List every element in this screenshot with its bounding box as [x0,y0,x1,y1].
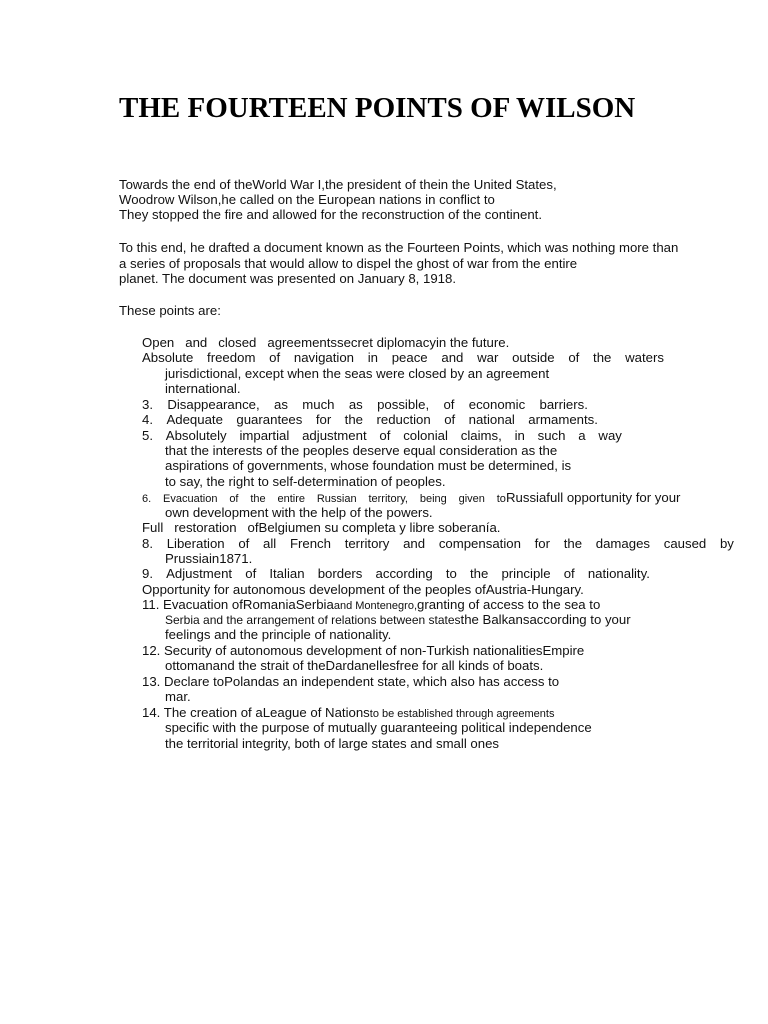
point-2-word: of [269,350,281,365]
point-11-cont-a: Serbia and the arrangement of relations between states [165,613,461,627]
point-6-word: entire [277,493,306,505]
point-9-word: to [445,566,457,581]
point-6-word: the [250,493,266,505]
point-7-text: Full restoration ofBelgiumen su completa y libre soberanía. [142,520,501,535]
point-3-word: barriers. [539,397,588,412]
point-12-line-1: 12. Security of autonomous development of non-Turkish nationalitiesEmpire [142,643,585,658]
point-4-word: 4. [142,412,153,427]
point-9-word: of [245,566,257,581]
point-5-word: adjustment [302,428,367,443]
point-9-word: Italian [269,566,305,581]
point-2-word: outside [512,350,555,365]
point-14-line-2: specific with the purpose of mutually guaranteeing political independence [165,720,592,735]
intro-line-2: Woodrow Wilson,he called on the European nations in conflict to [119,192,495,207]
point-9-word: 9. [142,566,153,581]
point-4-word: national [468,412,515,427]
point-6-word: being [419,493,447,505]
point-8-word: the [563,536,583,551]
point-8-word: Liberation [166,536,225,551]
point-14-line-3: the territorial integrity, both of large states and small ones [165,736,500,751]
point-6-word: Evacuation [163,493,218,505]
point-2-word: Absolute [142,350,194,365]
point-6-word: Russian [316,493,357,505]
point-3-word: much [302,397,335,412]
point-5-word: impartial [239,428,290,443]
intro-line-3: They stopped the fire and allowed for the reconstruction of the continent. [119,207,542,222]
point-8-word: 8. [142,536,153,551]
point-9-word: Adjustment [166,566,233,581]
point-6-word: territory, [368,493,408,505]
point-6-word: 6. [142,493,152,505]
point-3-word: Disappearance, [167,397,260,412]
point-13-line-1: 13. Declare toPolandas an independent state, which also has access to [142,674,560,689]
point-2-word: in [367,350,378,365]
point-2-word: and [441,350,464,365]
point-3-word: as [348,397,363,412]
point-6-tail: Russiafull opportunity for your [506,490,681,505]
point-6-line-2: own development with the help of the powers. [165,505,433,520]
point-5-word: 5. [142,428,153,443]
point-3-word: possible, [377,397,430,412]
point-4-word: armaments. [528,412,598,427]
point-12-line-2: ottomanand the strait of theDardanellesfree for all kinds of boats. [165,658,544,673]
point-9-word: borders [317,566,363,581]
points-heading: These points are: [119,303,221,318]
point-11-cont-b: the Balkansaccording to your [460,612,631,627]
point-8-word: French [289,536,331,551]
point-10: Opportunity for autonomous development of the peoples ofAustria-Hungary. [142,582,584,597]
point-5-line-3: aspirations of governments, whose foundation must be determined, is [165,458,572,473]
point-4-word: for [315,412,332,427]
point-14-part-b: to be established through agreements [369,708,555,720]
point-5-word: claims, [460,428,502,443]
point-2-word: the [593,350,612,365]
point-2-word: of [568,350,580,365]
point-2-word: freedom [207,350,256,365]
point-8-line-1 [142,536,734,552]
point-9-word: of [563,566,575,581]
point-2-line-2: jurisdictional, except when the seas were closed by an agreement [165,366,550,381]
point-4 [142,412,598,428]
point-4-word: the [344,412,364,427]
point-5-line-1 [142,428,622,444]
point-9-word: according [375,566,433,581]
point-2-word: peace [391,350,428,365]
point-4-word: of [444,412,456,427]
point-8-word: damages [595,536,651,551]
point-11-line-2 [165,612,631,628]
point-1 [142,335,509,351]
point-5-line-4: to say, the right to self-determination of peoples. [165,474,446,489]
purpose-line-2: a series of proposals that would allow to dispel the ghost of war from the entire [119,256,578,271]
point-5-word: way [598,428,622,443]
point-3 [142,397,588,413]
point-13-line-2: mar. [165,689,191,704]
point-4-word: guarantees [236,412,303,427]
point-9-word: the [469,566,489,581]
purpose-line-3: planet. The document was presented on January 8, 1918. [119,271,456,286]
point-5-word: in [514,428,525,443]
point-5-word: a [578,428,586,443]
point-8-word: caused [663,536,707,551]
point-9-word: nationality. [587,566,650,581]
point-5-word: Absolutely [165,428,227,443]
point-5-word: of [379,428,391,443]
point-9-word: principle [501,566,551,581]
point-8-word: compensation [438,536,521,551]
point-2-word: war [477,350,499,365]
document-title: THE FOURTEEN POINTS OF WILSON [119,92,636,124]
point-6-word: of [229,493,239,505]
point-8-word: by [719,536,734,551]
point-3-word: of [443,397,455,412]
point-5-word: such [537,428,566,443]
point-7 [142,520,500,536]
purpose-line-1: To this end, he drafted a document known as the Fourteen Points, which was nothing more than [119,240,679,255]
point-9 [142,566,650,582]
point-8-word: territory [344,536,390,551]
point-8-word: and [403,536,426,551]
point-8-line-2: Prussiain1871. [165,551,253,566]
point-2-line-3: international. [165,381,241,396]
point-2-line-1 [142,350,664,366]
point-1-text: Open and closed agreementssecret diplomacyin the future. [142,335,510,350]
point-2-word: navigation [293,350,354,365]
point-11-part-b: and Montenegro, [333,600,417,612]
point-14-part-a: 14. The creation of aLeague of Nations [142,705,370,720]
point-4-word: Adequate [166,412,223,427]
point-6-word: given [458,493,485,505]
point-5-line-2: that the interests of the peoples deserve equal consideration as the [165,443,558,458]
point-8-word: of [238,536,250,551]
point-6-word: to [496,493,506,505]
point-3-word: as [274,397,288,412]
point-5-word: colonial [403,428,448,443]
point-11-part-a: 11. Evacuation ofRomaniaSerbia [142,597,334,612]
point-2-word: waters [625,350,664,365]
point-3-word: 3. [142,397,153,412]
intro-line-1: Towards the end of theWorld War I,the president of thein the United States, [119,177,557,192]
point-11-line-3: feelings and the principle of nationality. [165,627,392,642]
point-8-word: for [534,536,551,551]
point-8-word: all [263,536,277,551]
point-11-part-c: granting of access to the sea to [417,597,601,612]
point-4-word: reduction [376,412,431,427]
point-3-word: economic [468,397,526,412]
